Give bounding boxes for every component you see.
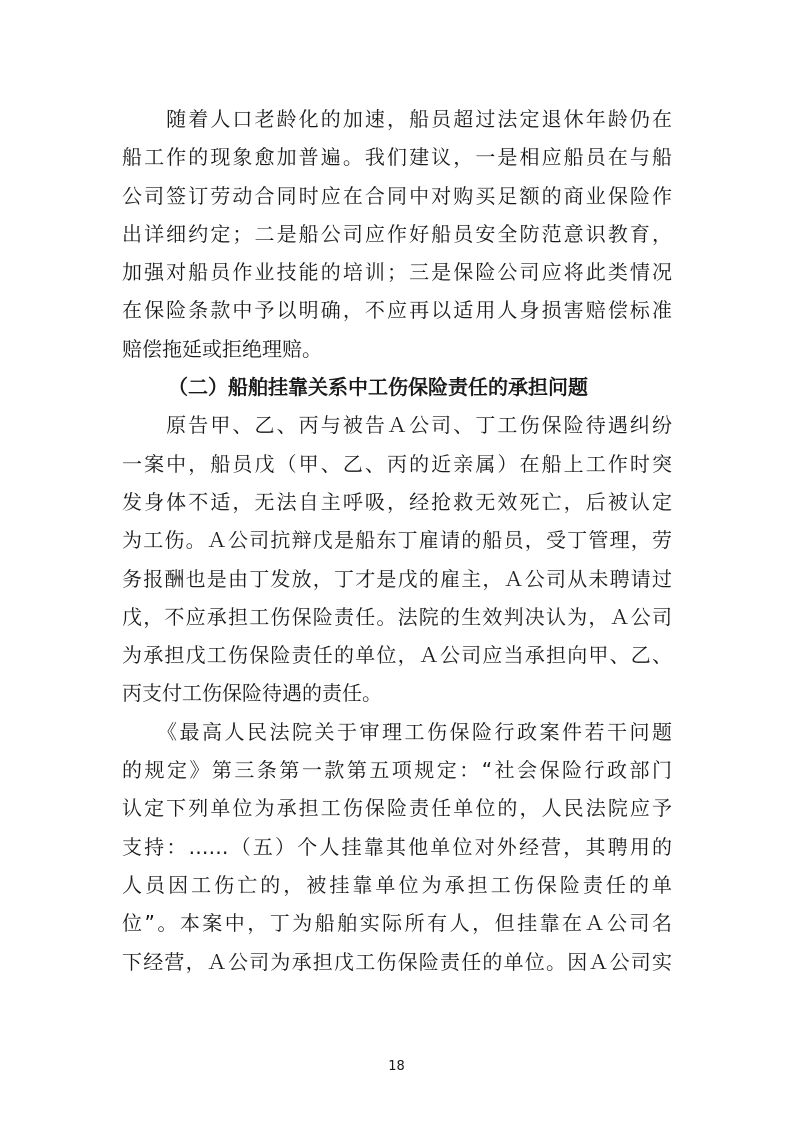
text-line: 人员因工伤亡的，被挂靠单位为承担工伤保险责任的单 <box>122 872 672 897</box>
section-heading: （二）船舶挂靠关系中工伤保险责任的承担问题 <box>168 375 588 400</box>
text-line: 为工伤。Ａ公司抗辩戊是船东丁雇请的船员，受丁管理，劳 <box>122 528 672 553</box>
text-line: 原告甲、乙、丙与被告Ａ公司、丁工伤保险待遇纠纷 <box>122 413 672 438</box>
text-line: 出详细约定；二是船公司应作好船员安全防范意识教育， <box>122 221 672 246</box>
text-line: 赔偿拖延或拒绝理赔。 <box>122 336 322 361</box>
text-line: 位”。本案中，丁为船舶实际所有人，但挂靠在Ａ公司名 <box>122 911 672 936</box>
text-line: 认定下列单位为承担工伤保险责任单位的，人民法院应予 <box>122 796 672 821</box>
page-number: 18 <box>388 1059 405 1074</box>
text-line: 为承担戊工伤保险责任的单位，Ａ公司应当承担向甲、乙、 <box>122 643 672 668</box>
text-line: 船工作的现象愈加普遍。我们建议，一是相应船员在与船 <box>122 145 672 170</box>
text-line: 丙支付工伤保险待遇的责任。 <box>122 681 382 706</box>
text-line: 随着人口老龄化的加速，船员超过法定退休年龄仍在 <box>122 107 672 131</box>
text-line: 戊，不应承担工伤保险责任。法院的生效判决认为，Ａ公司 <box>122 604 672 629</box>
text-line: 一案中，船员戊（甲、乙、丙的近亲属）在船上工作时突 <box>122 451 672 476</box>
text-line: 务报酬也是由丁发放，丁才是戊的雇主，Ａ公司从未聘请过 <box>122 566 672 591</box>
body-text <box>122 100 672 981</box>
text-line: 支持：……（五）个人挂靠其他单位对外经营，其聘用的 <box>122 834 672 859</box>
text-line: 在保险条款中予以明确，不应再以适用人身损害赔偿标准 <box>122 298 672 323</box>
text-line: 《最高人民法院关于审理工伤保险行政案件若干问题 <box>122 719 672 744</box>
text-line: 下经营，Ａ公司为承担戊工伤保险责任的单位。因Ａ公司实 <box>122 949 672 974</box>
text-line: 的规定》第三条第一款第五项规定：“社会保险行政部门 <box>122 758 672 783</box>
text-line: 公司签订劳动合同时应在合同中对购买足额的商业保险作 <box>122 183 672 208</box>
text-line: 发身体不适，无法自主呼吸，经抢救无效死亡，后被认定 <box>122 489 672 514</box>
text-line: 加强对船员作业技能的培训；三是保险公司应将此类情况 <box>122 260 672 285</box>
